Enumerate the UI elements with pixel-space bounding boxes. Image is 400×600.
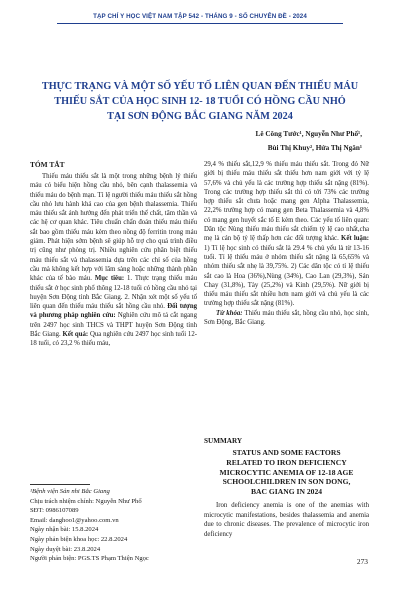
conclusion-text: 1) Tỉ lệ học sinh có thiếu sắt là 29.4 % chủ yếu là từ 13-16 tuổi. Tỉ lệ thiếu máu ở nhóm thiếu sắt nặng là 65,65% và nhóm thiếu sắt nhẹ là 39,75%. 2) Các dân tộc có tỉ lệ thiếu sắt cao là Hoa (36%),Nùng (34%), Cao Lan (29,3%), Sán Chay (31,8%), Tày (25,2%) và Kinh (29,5%). Nữ giới bị thiếu máu thiếu sắt nhiều hơn nam giới và chủ yếu là các trường hợp thiếu sắt nặng (81%). — [204, 244, 369, 308]
keywords-label: Từ khóa: — [216, 309, 243, 317]
conclusion-label: Kết luận: — [341, 235, 369, 243]
authors-line-2: Bùi Thị Khuy², Hứa Thị Ngân¹ — [267, 144, 362, 152]
footnote-received: Ngày nhận bài: 15.8.2024 — [30, 526, 99, 534]
author-list — [192, 127, 362, 155]
results-label: Kết quả: — [62, 331, 89, 339]
keywords-text: Thiếu máu thiếu sắt, hồng cầu nhỏ, học sinh, Sơn Động, Bắc Giang. — [204, 309, 369, 327]
abstract-heading: TÓM TẮT — [30, 160, 65, 169]
summary-body — [204, 501, 369, 539]
article-title: THỰC TRẠNG VÀ MỘT SỐ YẾU TỐ LIÊN QUAN ĐẾN THIẾU MÁU THIẾU SẮT CỦA HỌC SINH 12- 18 TUỔI CÓ HỒNG CẦU NHỎ TẠI SƠN ĐỘNG BẮC GIANG NĂM 2024 — [41, 81, 359, 122]
abstract-continuation — [204, 160, 369, 309]
objective-text: 1. Thực trạng thiếu máu thiếu sắt ở học sinh phổ thông 12-18 tuổi có hồng cầu nhỏ tại huyện Sơn Động tỉnh Bắc Giang. 2. Nhận xét một số yếu tố liên quan đến thiếu máu thiếu sắt hồng cầu nhỏ. — [30, 275, 198, 311]
footnote-reviewed: Ngày phản biện khoa học: 22.8.2024 — [30, 535, 128, 543]
methods-label: Đối tượng và phương pháp nghiên cứu: — [30, 303, 197, 320]
results-continued-text: 29,4 % thiếu sắt,12,9 % thiếu máu thiếu sắt. Trong đó Nữ giới bị thiếu máu thiếu sắt thiếu hơn nam giới với tỷ lệ 57,6% và chủ yếu là các trường hợp thiếu sắt nặng (81%). Trong các trường hợp thiếu sắt thì có tới 73% các trường hợp thiếu sắt chưa hoặc mang gen Alpha Thalassemia, 22,2% trường hợp có mang gen Beta Thalassemia và 4,8% có mang gen huyết sắc tố E kèm theo. Các yếu tố liên quan: Dân tộc Nùng thiếu máu thiếu sắt chiếm tỷ lệ cao nhất,cha mẹ là cán bộ tỷ lệ thấp hơn các đối tượng khác. — [204, 161, 369, 243]
methods-text: Nghiên cứu mô tả cắt ngang trên 2497 học sinh THCS và THPT huyện Sơn Động tỉnh Bắc Giang. — [30, 312, 197, 339]
abstract-left-column — [30, 160, 197, 349]
footnote-reviewer: Người phản biện: PGS.TS Phạm Thiện Ngọc — [30, 555, 149, 563]
journal-header: TẠP CHÍ Y HỌC VIỆT NAM TẬP 542 - THÁNG 9 - SỐ CHUYÊN ĐỀ - 2024 — [93, 13, 307, 20]
footnote-rule — [30, 484, 90, 485]
authors-line-1: Lê Công Tước¹, Nguyễn Như Phố¹, — [255, 130, 362, 138]
abstract-intro-text: Thiếu máu thiếu sắt là một trong những bệnh lý thiếu máu có biểu hiện hồng cầu nhỏ, bên cạnh thalassemia và thiếu máu do bệnh mạn. Tỉ lệ người thiếu máu thiếu sắt hồng cầu nhỏ lưu hành khá cao của gen bệnh thalassemia. Thiếu máu thiếu sắt ảnh hưởng đến phát triển thể chất, tâm thần và các hệ cơ quan khác. Tiêu chuẩn chẩn đoán thiếu máu thiếu sắt bao gồm thiếu máu kèm theo nồng độ ferritin trong máu giảm. Phát hiện sớm bệnh sẽ giúp hỗ trợ cho quá trình điều trị cũng như phòng trị. Nhiều nghiên cứu phân biệt thiếu máu thiếu sắt và thalassemia dựa trên các chỉ số của hồng cầu mà không kết hợp với lâm sàng hoặc những thành phần khác của tế bào máu. — [30, 173, 197, 283]
keywords — [204, 309, 369, 328]
page-number: 273 — [356, 557, 368, 566]
footnotes — [30, 487, 200, 564]
footnote-accepted: Ngày duyệt bài: 23.8.2024 — [30, 545, 101, 553]
results-text: Qua nghiên cứu 2497 học sinh tuổi 12-18 tuổi, có 23,2 % thiếu máu, — [30, 331, 197, 348]
summary-paragraph: Iron deficiency anemia is one of the anemias with microcytic manifestations, besides thalassemia and anemia due to chronic diseases. The prevalence of microcytic iron deficiency — [204, 502, 369, 538]
objective-label: Mục tiêu: — [94, 275, 125, 283]
footnote-responsible: Chịu trách nhiệm chính: Nguyễn Như Phố — [30, 497, 142, 505]
abstract-paragraph — [30, 172, 197, 349]
footnote-phone: SĐT: 0986107089 — [30, 507, 79, 515]
summary-heading: SUMMARY — [204, 437, 243, 445]
abstract-right-column — [204, 160, 369, 327]
footnote-email: Email: danghoo1@yahoo.com.vn — [30, 516, 119, 524]
header-rule — [57, 23, 343, 24]
english-title: STATUS AND SOME FACTORS RELATED TO IRON DEFICIENCY MICROCYTIC ANEMIA OF 12-18 AGE SCHOOLCHILDREN IN SON DONG, BAC GIANG IN 2024 — [219, 448, 354, 497]
footnote-affiliation: ¹Bệnh viện Sản nhi Bắc Giang — [30, 488, 110, 495]
